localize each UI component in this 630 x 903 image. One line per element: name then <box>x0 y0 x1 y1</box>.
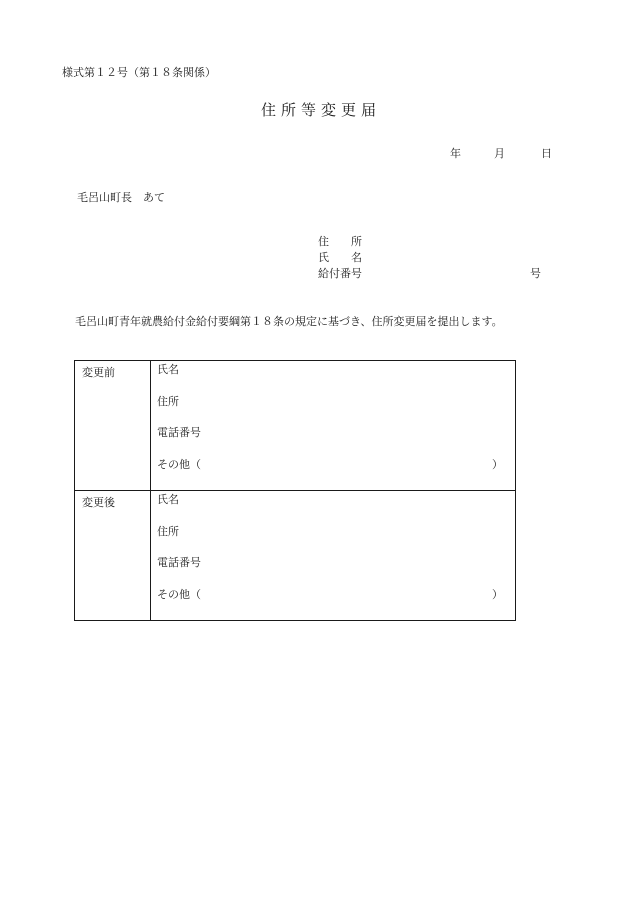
after-phone-label: 電話番号 <box>157 556 201 569</box>
after-other-field <box>157 589 515 621</box>
statement-text: 毛呂山町青年就農給付金給付要綱第１８条の規定に基づき、住所変更届を提出します。 <box>75 315 503 328</box>
before-other-close: ） <box>492 457 503 471</box>
before-address-label: 住所 <box>157 394 179 408</box>
before-phone-label: 電話番号 <box>157 426 201 439</box>
table-row-after <box>75 491 516 621</box>
before-other-label: その他（ <box>157 457 201 471</box>
after-other-label: その他（ <box>157 587 201 601</box>
after-name-label: 氏名 <box>157 493 179 506</box>
date-year-label: 年 <box>450 147 461 160</box>
date-day-label: 日 <box>541 147 552 160</box>
after-fields <box>151 491 516 621</box>
addressee: 毛呂山町長 あて <box>77 191 165 204</box>
benefit-number-suffix: 号 <box>530 267 541 280</box>
table-row-before <box>75 361 516 491</box>
date-month-label: 月 <box>494 147 505 160</box>
page-title: 住所等変更届 <box>260 101 381 119</box>
applicant-name-label: 氏 名 <box>318 251 362 264</box>
form-number: 様式第１２号（第１８条関係） <box>62 66 216 79</box>
before-label: 変更前 <box>75 361 151 491</box>
before-fields <box>151 361 516 491</box>
applicant-benefit-number-label: 給付番号 <box>318 267 362 280</box>
change-table <box>74 360 516 621</box>
after-other-close: ） <box>492 587 503 601</box>
after-address-label: 住所 <box>157 524 179 538</box>
after-label: 変更後 <box>75 491 151 621</box>
before-name-label: 氏名 <box>157 363 179 376</box>
applicant-address-label: 住 所 <box>318 235 362 248</box>
before-other-field <box>157 459 515 491</box>
